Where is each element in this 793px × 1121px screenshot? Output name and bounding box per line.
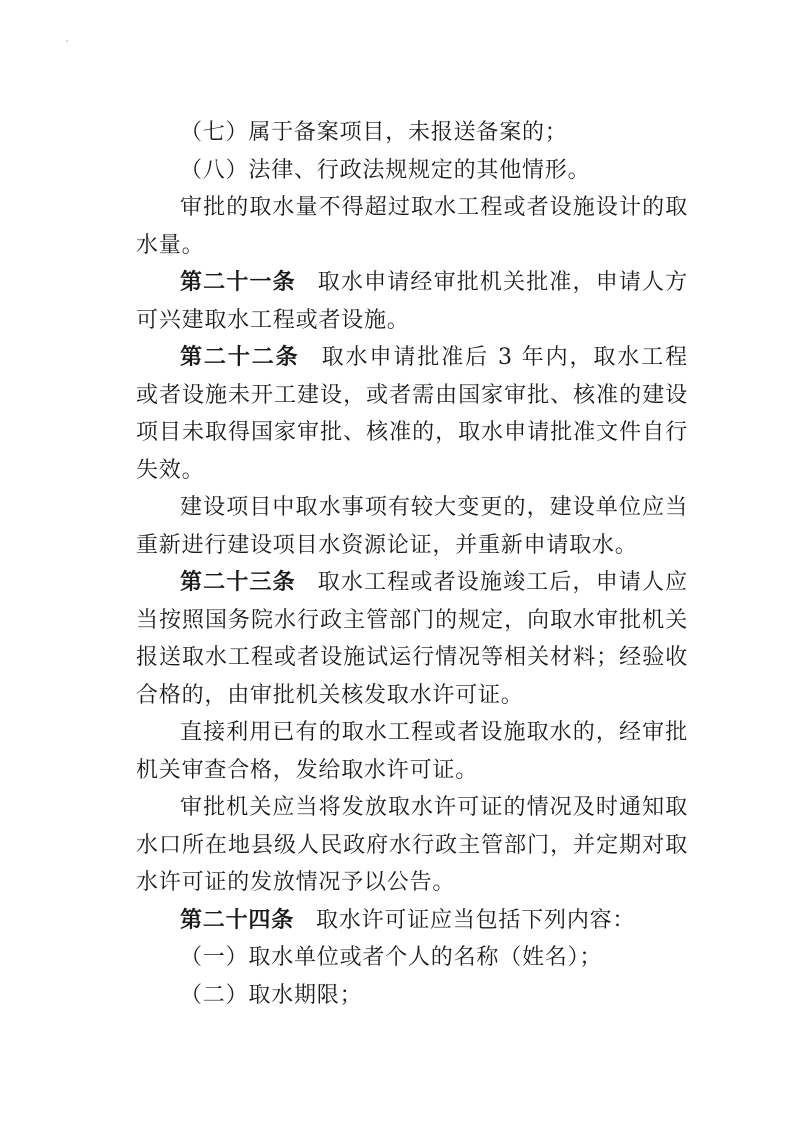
article-number: 第二十二条: [180, 344, 300, 370]
paragraph-notification: [136, 789, 688, 902]
paragraph-text: 直接利用已有的取水工程或者设施取水的，经审批机关审查合格，发给取水许可证。: [136, 720, 688, 783]
paragraph-text: 审批机关应当将发放取水许可证的情况及时通知取水口所在地县级人民政府水行政主管部门，并定期对取水许可证的发放情况予以公告。: [136, 795, 688, 895]
paragraph-clause-1: [136, 939, 688, 977]
paragraph-clause-2: [136, 977, 688, 1015]
paragraph-text: 取水申请经审批机关批准，申请人方可兴建取水工程或者设施。: [136, 270, 688, 333]
paragraph-major-change: [136, 489, 688, 564]
article-number: 第二十四条: [180, 906, 295, 933]
paragraph-text: （七）属于备案项目，未报送备案的；: [180, 120, 568, 145]
paragraph-article-23: [136, 564, 688, 714]
paragraph-clause-7: [136, 114, 688, 152]
paragraph-text: 取水许可证应当包括下列内容：: [316, 907, 636, 933]
paragraph-existing-facility: [136, 714, 688, 789]
article-number: 第二十三条: [180, 569, 296, 595]
scan-speck: [66, 40, 68, 42]
paragraph-text: 取水工程或者设施竣工后，申请人应当按照国务院水行政主管部门的规定，向取水审批机关报送取水工程或者设施试运行情况等相关材料；经验收合格的，由审批机关核发取水许可证。: [136, 570, 688, 708]
paragraph-text: （八）法律、行政法规规定的其他情形。: [180, 157, 591, 183]
paragraph-text: 取水申请批准后 3 年内，取水工程或者设施未开工建设，或者需由国家审批、核准的建设项目未取得国家审批、核准的，取水申请批准文件自行失效。: [136, 345, 688, 483]
paragraph-article-24: [136, 902, 688, 940]
document-body: [136, 114, 688, 1014]
paragraph-article-22: [136, 339, 688, 489]
paragraph-article-21: [136, 264, 688, 339]
paragraph-text: 建设项目中取水事项有较大变更的，建设单位应当重新进行建设项目水资源论证，并重新申请取水。: [136, 495, 688, 558]
paragraph-approval-limit: [136, 189, 688, 264]
paragraph-text: （二）取水期限；: [180, 982, 363, 1008]
paragraph-clause-8: [136, 152, 688, 190]
article-number: 第二十一条: [180, 269, 296, 295]
paragraph-text: （一）取水单位或者个人的名称（姓名）；: [180, 945, 603, 970]
paragraph-text: 审批的取水量不得超过取水工程或者设施设计的取水量。: [136, 195, 688, 258]
